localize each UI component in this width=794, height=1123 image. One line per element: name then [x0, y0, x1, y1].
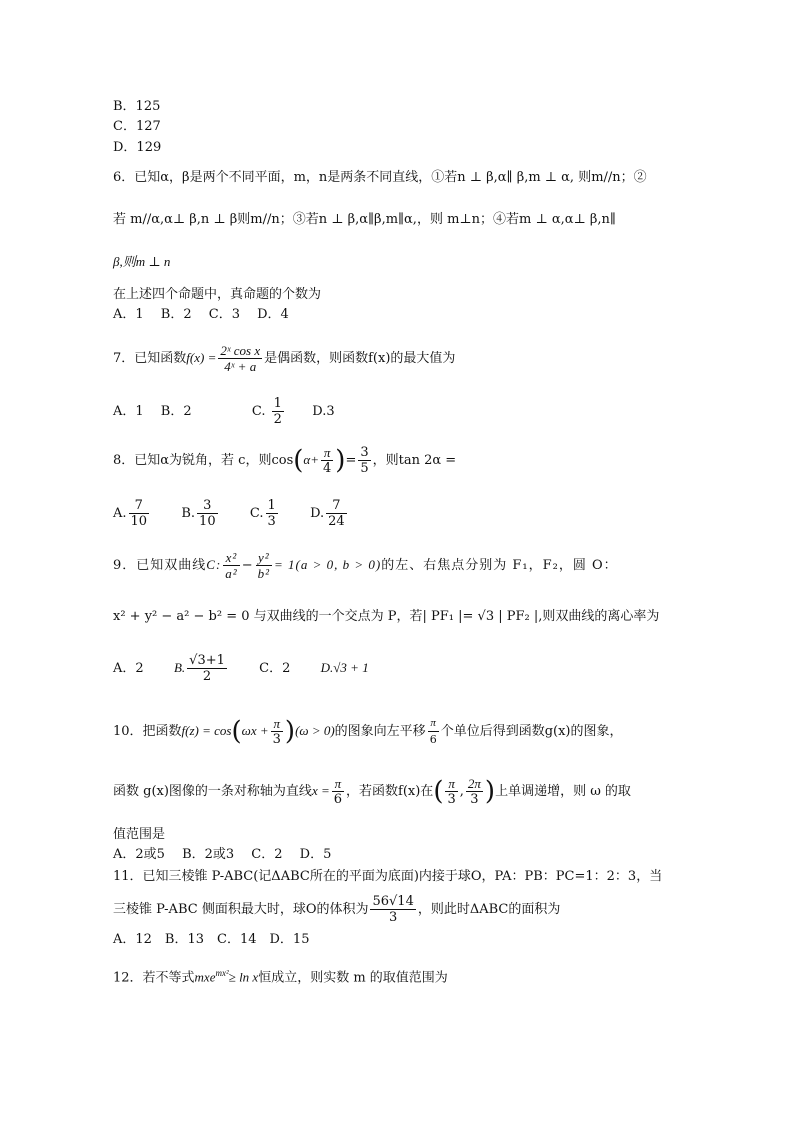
q7-numerator: 2ˣ cos x — [220, 343, 261, 358]
q8-option-a — [113, 498, 151, 529]
q10-int-a-num: π — [445, 776, 457, 792]
q8-three: 3 — [360, 445, 369, 460]
q10-line2-suffix: 上单调递增，则 ω 的取 — [495, 784, 631, 799]
q9-prefix: 9．已知双曲线 — [113, 558, 207, 573]
q8-option-a-den: 10 — [130, 514, 148, 529]
q8-paren-open: ( — [293, 445, 304, 476]
q8-paren-close: ) — [335, 445, 346, 476]
q8-prefix: 8．已知α为锐角，若 c，则cos — [113, 453, 294, 468]
q10-pi: π — [271, 716, 283, 732]
q9-option-b-fraction — [187, 653, 227, 684]
q8-options — [113, 494, 349, 534]
q9-minus: − — [241, 558, 254, 573]
q8-pi-over-4 — [321, 445, 333, 476]
q10-arg: ωx + — [241, 723, 269, 738]
q8-four: 4 — [323, 461, 332, 476]
q12-exponent: mx² — [215, 968, 229, 978]
q11-volume-num: 56√14 — [372, 894, 414, 909]
q6-options: A．1 B．2 C．3 D．4 — [113, 307, 289, 322]
q9-b2: b² — [257, 566, 270, 581]
q10-pi-over-3 — [271, 716, 283, 747]
q6-line-3: β,则m ⊥ n — [113, 254, 171, 269]
q8-option-d-num: 7 — [326, 498, 347, 514]
q10-line-1: 10．把函数f(z) = cos(ωx + $\frac{\pi}{3}$ )(ω > 0)的图象向左平移 $\frac{\pi}{6}$ 个单位后得到函数g(x)的图象， — [113, 716, 623, 747]
q10-suffix: 个单位后得到函数g(x)的图象， — [440, 724, 623, 739]
q10-line2-mid: ，若函数f(x)在 — [346, 784, 434, 799]
q8-pi: π — [321, 445, 333, 461]
q10-shift-num: π — [428, 716, 439, 732]
q9-curve: C: — [206, 557, 222, 572]
q9-option-d: D.√3 + 1 — [320, 660, 369, 675]
q11-volume-den: 3 — [389, 910, 398, 925]
q9-suffix: 的左、右焦点分别为 F₁，F₂，圆 O： — [381, 558, 618, 573]
q9-line-2: x² + y² − a² − b² = 0 与双曲线的一个交点为 P，若| PF₁ |= √3 | PF₂ |,则双曲线的离心率为 — [113, 609, 660, 624]
q10-pi-over-6 — [332, 776, 344, 807]
q8-option-d — [310, 498, 349, 529]
q10-shift-den: 6 — [429, 733, 437, 746]
q8-option-b-label: B. — [181, 506, 196, 521]
q8-option-b-num: 3 — [197, 498, 218, 514]
q9-x-over-a — [223, 550, 239, 581]
q6-stem: 在上述四个命题中，真命题的个数为 — [113, 287, 322, 302]
q8-option-c-label: C. — [249, 506, 264, 521]
q9-option-b-num: √3+1 — [189, 653, 225, 668]
q8-option-d-den: 24 — [328, 514, 345, 529]
q8-option-d-label: D. — [310, 506, 325, 521]
q9-a2: a² — [225, 566, 238, 581]
q7-fx: f(x) = — [186, 350, 217, 365]
q9-option-c: C．2 — [259, 661, 291, 676]
q9-x2: x² — [223, 550, 239, 566]
q8-option-a-num: 7 — [129, 498, 150, 514]
q12-prefix: 12．若不等式 — [113, 970, 195, 986]
q10-three: 3 — [272, 732, 281, 747]
q9-y2: y² — [256, 550, 272, 566]
q11-line-2 — [113, 890, 560, 930]
q7-option-c-fraction — [272, 396, 284, 427]
q7-prefix: 7．已知函数 — [113, 351, 187, 366]
q5-option-b: B．125 — [113, 99, 161, 114]
q10-mid: 的图象向左平移 — [334, 724, 426, 739]
q10-int-b-den: 3 — [470, 792, 479, 807]
q12-rel: ≥ ln x — [228, 969, 259, 985]
q10-fz: f(z) = cos — [181, 723, 232, 738]
q7-fraction — [218, 343, 262, 374]
q10-int-a — [445, 776, 457, 807]
q8-option-b — [181, 498, 219, 529]
q10-x-eq: x = — [311, 783, 330, 798]
q8-eq: = — [345, 453, 357, 468]
q11-line-1: 11．已知三棱锥 P-ABC(记ΔABC所在的平面为底面)内接于球O，PA：PB：PC=1：2：3，当 — [113, 869, 663, 884]
q8-option-b-den: 10 — [199, 514, 216, 529]
q7-option-d: D.3 — [312, 404, 335, 419]
q10-prefix: 10．把函数 — [113, 724, 182, 739]
q10-line-2: 函数 g(x)图像的一条对称轴为直线x = $\frac{\pi}{6}$ ，若函数f(x)在( $\frac{\pi}{3}$ , $\frac{2\pi}{3}$ )上单调递增，则 ω 的取 — [113, 776, 631, 807]
q8-alpha: α+ — [303, 452, 320, 467]
q7-suffix: 是偶函数，则函数f(x)的最大值为 — [264, 351, 456, 366]
q11-volume-fraction — [370, 894, 415, 925]
q10-shift-fraction — [428, 716, 439, 747]
q11-line2-suffix: ，则此时ΔABC的面积为 — [417, 902, 561, 917]
q10-int-b — [466, 776, 483, 807]
q12-line — [113, 962, 448, 984]
q12-expr: mxe — [194, 969, 216, 985]
q10-line2-prefix: 函数 g(x)图像的一条对称轴为直线 — [113, 784, 312, 799]
q7-option-c-num: 1 — [273, 396, 282, 411]
q6-line-2: 若 m//α,α⊥ β,n ⊥ β则m//n；③若n ⊥ β,α∥β,m∥α,，则 m⊥n；④若m ⊥ α,α⊥ β,n∥ — [113, 212, 616, 227]
q8-line — [113, 440, 456, 480]
q6-line-1: 6．已知α，β是两个不同平面，m，n是两条不同直线，①若n ⊥ β,α∥ β,m ⊥ α, 则m//n；② — [113, 170, 647, 185]
q10-int-b-num: 2π — [467, 776, 481, 791]
q9-option-b-label: B. — [173, 660, 186, 675]
q9-option-b-den: 2 — [202, 669, 212, 684]
q9-y-over-b — [256, 550, 272, 581]
q7-line — [113, 338, 455, 378]
q9-options — [113, 648, 369, 688]
q5-option-c: C．127 — [113, 119, 161, 134]
q8-option-c — [249, 498, 280, 529]
q9-line-1 — [113, 545, 618, 585]
q10-int-a-den: 3 — [447, 792, 456, 807]
q10-six: 6 — [333, 792, 343, 807]
q8-five: 5 — [360, 461, 369, 476]
q10-pi-2: π — [332, 776, 344, 792]
q12-suffix: 恒成立，则实数 m 的取值范围为 — [258, 970, 448, 986]
q7-option-c-den: 2 — [273, 412, 282, 427]
q11-options: A．12 B．13 C．14 D．15 — [113, 932, 310, 947]
q5-option-d: D．129 — [113, 140, 162, 155]
q8-suffix: ，则tan 2α = — [372, 453, 457, 468]
q7-options — [113, 392, 335, 432]
q8-option-c-num: 1 — [267, 498, 276, 513]
q8-three-fifths — [358, 445, 370, 476]
q10-cond: (ω > 0) — [295, 723, 335, 738]
q10-options: A．2或5 B．2或3 C．2 D．5 — [113, 847, 332, 862]
q8-option-a-label: A. — [113, 506, 127, 521]
q7-options-ab: A．1 B．2 — [113, 404, 192, 419]
q10-line-3: 值范围是 — [113, 827, 166, 842]
q7-option-c-label: C. — [251, 404, 266, 419]
q11-line2-prefix: 三棱锥 P-ABC 侧面积最大时，球O的体积为 — [113, 902, 369, 917]
q9-cond: = 1(a > 0, b > 0) — [274, 557, 382, 572]
q7-denominator: 4ˣ + a — [224, 359, 257, 374]
q9-option-a: A．2 — [113, 661, 144, 676]
q8-option-c-den: 3 — [267, 514, 276, 529]
